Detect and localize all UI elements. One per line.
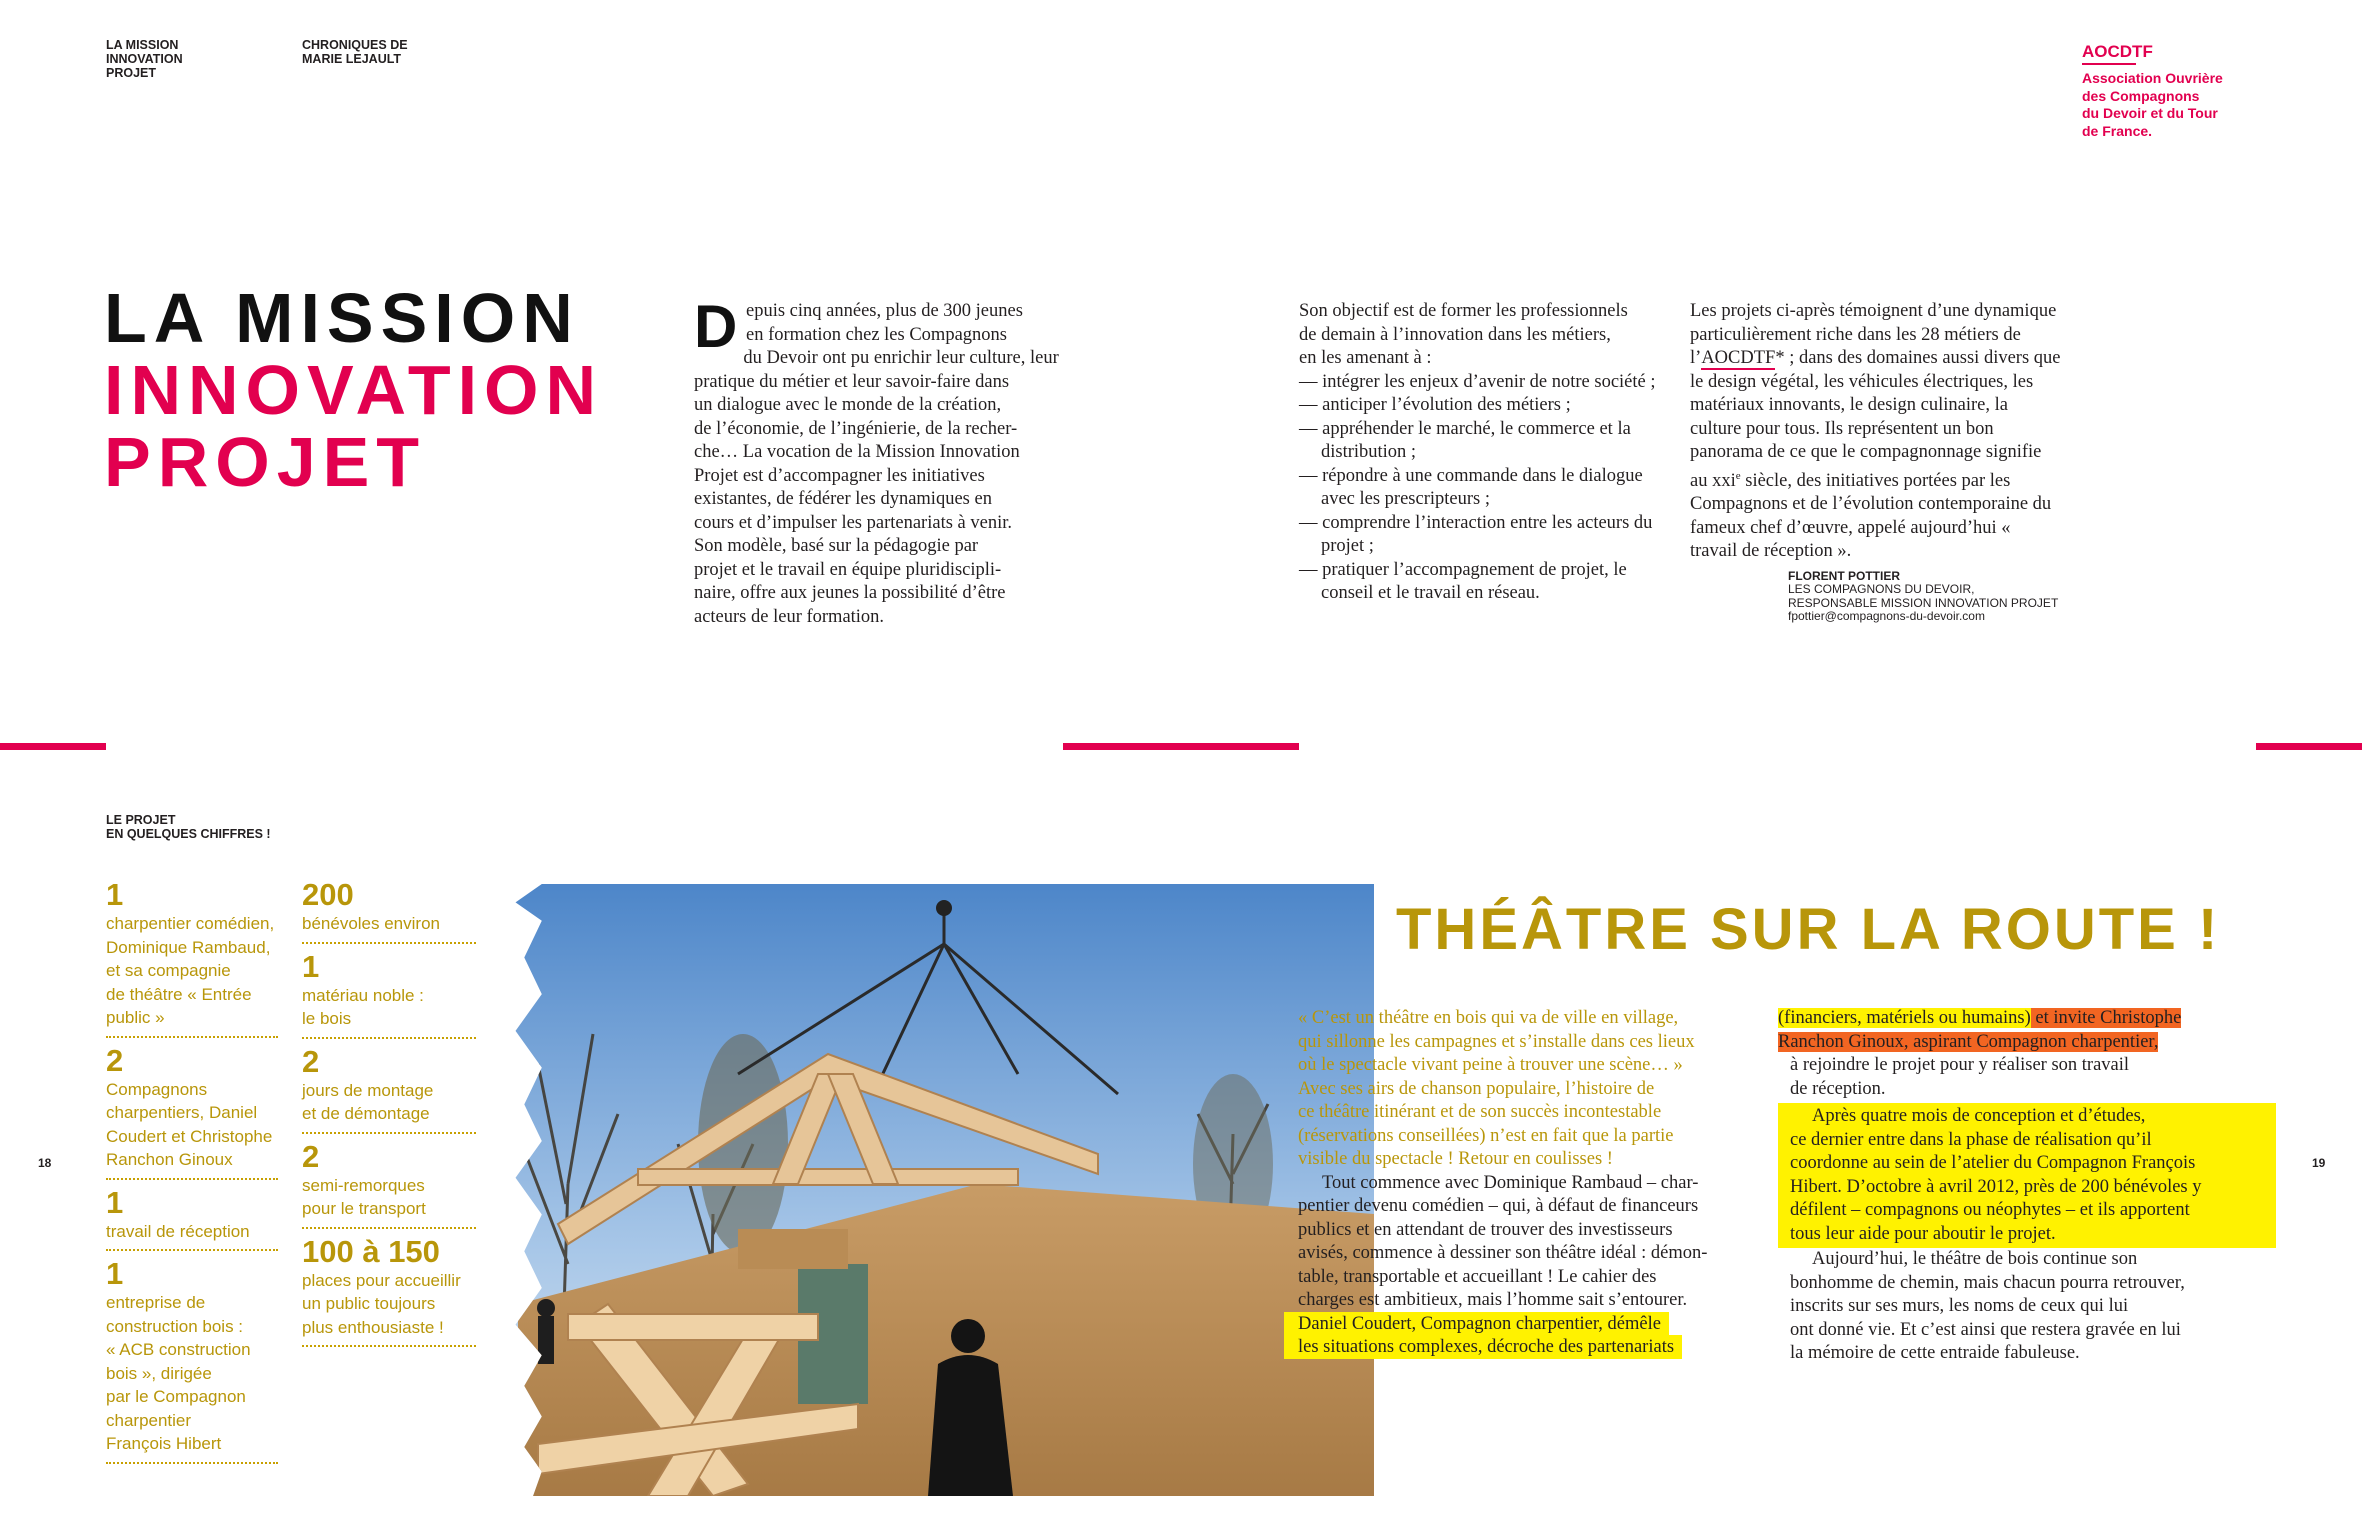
drop-cap: D <box>694 293 738 360</box>
highlighted-text: Après quatre mois de conception et d’études, ce dernier entre dans la phase de réalisation qu’il coordonne au sein de l’atelier du Compagnon François Hibert. D’octobre à avril 2012, près de 200 bénévoles y défilent – compagnons ou néophytes – et ils apportent tous leur aide pour aboutir le projet. <box>1778 1103 2276 1248</box>
divider <box>0 743 106 750</box>
aocdtf-box <box>2082 42 2223 140</box>
stat-item: 100 à 150 places pour accueillir un public toujours plus enthousiaste ! <box>302 1235 476 1348</box>
aocdtf-link[interactable]: AOCDTF <box>1701 348 1776 368</box>
page-number-left: 18 <box>38 1156 52 1170</box>
aocdtf-description: Association Ouvrière des Compagnons du Devoir et du Tour de France. <box>2082 70 2223 139</box>
stat-item: 2 semi-remorques pour le transport <box>302 1140 476 1229</box>
chronicle-label: CHRONIQUES DE MARIE LEJAULT <box>302 38 408 66</box>
stats-heading: LE PROJET EN QUELQUES CHIFFRES ! <box>106 813 271 841</box>
article-title: THÉÂTRE SUR LA ROUTE ! <box>1396 897 2221 962</box>
list-item: — appréhender le marché, le commerce et la distribution ; <box>1299 418 1631 462</box>
list-item: — anticiper l’évolution des métiers ; <box>1299 395 1571 415</box>
section-label: LA MISSION INNOVATION PROJET <box>106 38 183 80</box>
construction-photo <box>498 884 1374 1496</box>
list-item: — pratiquer l’accompagnement de projet, le conseil et le travail en réseau. <box>1299 559 1627 603</box>
article-quote: « C’est un théâtre en bois qui va de ville en village, qui sillonne les campagnes et s’installe dans ces lieux où le spectacle vivant peine à trouver une scène… » Avec ses airs de chanson populaire, l’histoire de ce théâtre itinérant et de son succès incontestable (réservations conseillées) n’est en fait que la partie visible du spectacle ! Retour en coulisses ! <box>1298 1008 1695 1169</box>
stat-item: 2 jours de montage et de démontage <box>302 1045 476 1134</box>
stats-column-2 <box>302 878 476 1353</box>
list-item: — comprendre l’interaction entre les acteurs du projet ; <box>1299 512 1653 556</box>
stat-item: 200 bénévoles environ <box>302 878 476 944</box>
article-column-2: (financiers, matériels ou humains) et invite Christophe Ranchon Ginoux, aspirant Compagnon charpentier, à rejoindre le projet pour y réaliser son travail de réception. Après quatre mois de conception et d’études, ce dernier entre dans la phase de réalisation qu’il coordonne au sein de l’atelier du Compagnon François Hibert. D’octobre à avril 2012, près de 200 bénévoles y défilent – compagnons ou néophytes – et ils apportent tous leur aide pour aboutir le projet. Aujourd’hui, le théâtre de bois continue son bonhomme de chemin, mais chacun pourra retrouver, inscrits sur ses murs, les noms de ceux qui lui ont donné vie. Et c’est ainsi que restera gravée en lui la mémoire de cette entraide fabuleuse. <box>1778 1007 2248 1366</box>
aocdtf-acronym: AOCDTF <box>2082 42 2153 61</box>
highlighted-text: Daniel Coudert, Compagnon charpentier, démêle les situations complexes, décroche des partenariats <box>1284 1313 1740 1360</box>
stat-item: 1 entreprise de construction bois : « ACB construction bois », dirigée par le Compagnon charpentier François Hibert <box>106 1257 278 1464</box>
page-title: LA MISSION INNOVATION PROJET <box>104 279 604 501</box>
projects-paragraph: Les projets ci-après témoignent d’une dynamique particulièrement riche dans les 28 métiers de l’AOCDTF* ; dans des domaines aussi divers que le design végétal, les véhicules électriques, les matériaux innovants, le design culinaire, la culture pour tous. Ils représentent un bon panorama de ce que le compagnonnage signifie au xxi$^e$ siècle, des initiatives portées par les Compagnons et de l’évolution contemporaine du fameux chef d’œuvre, appelé aujourd’hui « travail de réception ». FLORENT POTTIER LES COMPAGNONS DU DEVOIR, RESPONSABLE MISSION INNOVATION PROJET fpottier@compagnons-du-devoir.com <box>1690 301 2061 624</box>
list-item: — intégrer les enjeux d’avenir de notre société ; <box>1299 371 1656 392</box>
divider <box>2256 743 2362 750</box>
list-item: — répondre à une commande dans le dialogue avec les prescripteurs ; <box>1299 465 1643 509</box>
stat-item: 1 charpentier comédien, Dominique Rambaud, et sa compagnie de théâtre « Entrée public » <box>106 878 278 1038</box>
objective-paragraph: Son objectif est de former les professionnels de demain à l’innovation dans les métiers, en les amenant à : — intégrer les enjeux d’avenir de notre société ; — anticiper l’évolution des métiers ; — appréhender le marché, le commerce et la distribution ; — répondre à une commande dans le dialogue avec les prescripteurs ; — comprendre l’interaction entre les acteurs du projet ; — pratiquer l’accompagnement de projet, le conseil et le travail en réseau. <box>1299 300 1671 606</box>
page-number-right: 19 <box>2312 1156 2326 1170</box>
stat-item: 1 matériau noble : le bois <box>302 950 476 1039</box>
objective-list <box>1299 371 1671 606</box>
stat-item: 1 travail de réception <box>106 1186 278 1252</box>
stat-item: 2 Compagnons charpentiers, Daniel Coudert et Christophe Ranchon Ginoux <box>106 1044 278 1180</box>
signature: FLORENT POTTIER LES COMPAGNONS DU DEVOIR, RESPONSABLE MISSION INNOVATION PROJET fpottier@compagnons-du-devoir.com <box>1788 570 2062 624</box>
email-link[interactable]: fpottier@compagnons-du-devoir.com <box>1788 609 1985 624</box>
article-column-1: « C’est un théâtre en bois qui va de ville en village, qui sillonne les campagnes et s’installe dans ces lieux où le spectacle vivant peine à trouver une scène… » Avec ses airs de chanson populaire, l’histoire de ce théâtre itinérant et de son succès incontestable (réservations conseillées) n’est en fait que la partie visible du spectacle ! Retour en coulisses ! Tout commence avec Dominique Rambaud – char- pentier devenu comédien – qui, à défaut de financeurs publics et en attendant de trouver des investisseurs avisés, commence à dessiner son théâtre idéal : démon- table, transportable et accueillant ! Le cahier des charges est ambitieux, mais l’homme sait s’entourer. Daniel Coudert, Compagnon charpentier, démêle les situations complexes, décroche des partenariats <box>1298 1007 1740 1360</box>
stats-column-1 <box>106 878 278 1470</box>
divider <box>1063 743 1299 750</box>
intro-paragraph: D epuis cinq années, plus de 300 jeunes en formation chez les Compagnons du Devoir ont pu enrichir leur culture, leur pratique du métier et leur savoir-faire dans un dialogue avec le monde de la création, de l’économie, de l’ingénierie, de la recher- che… La vocation de la Mission Innovation Projet est d’accompagner les initiatives existantes, de fédérer les dynamiques en cours et d’impulser les partenariats à venir. Son modèle, basé sur la pédagogie par projet et le travail en équipe pluridiscipli- naire, offre aux jeunes la possibilité d’être acteurs de leur formation. <box>694 293 1059 627</box>
